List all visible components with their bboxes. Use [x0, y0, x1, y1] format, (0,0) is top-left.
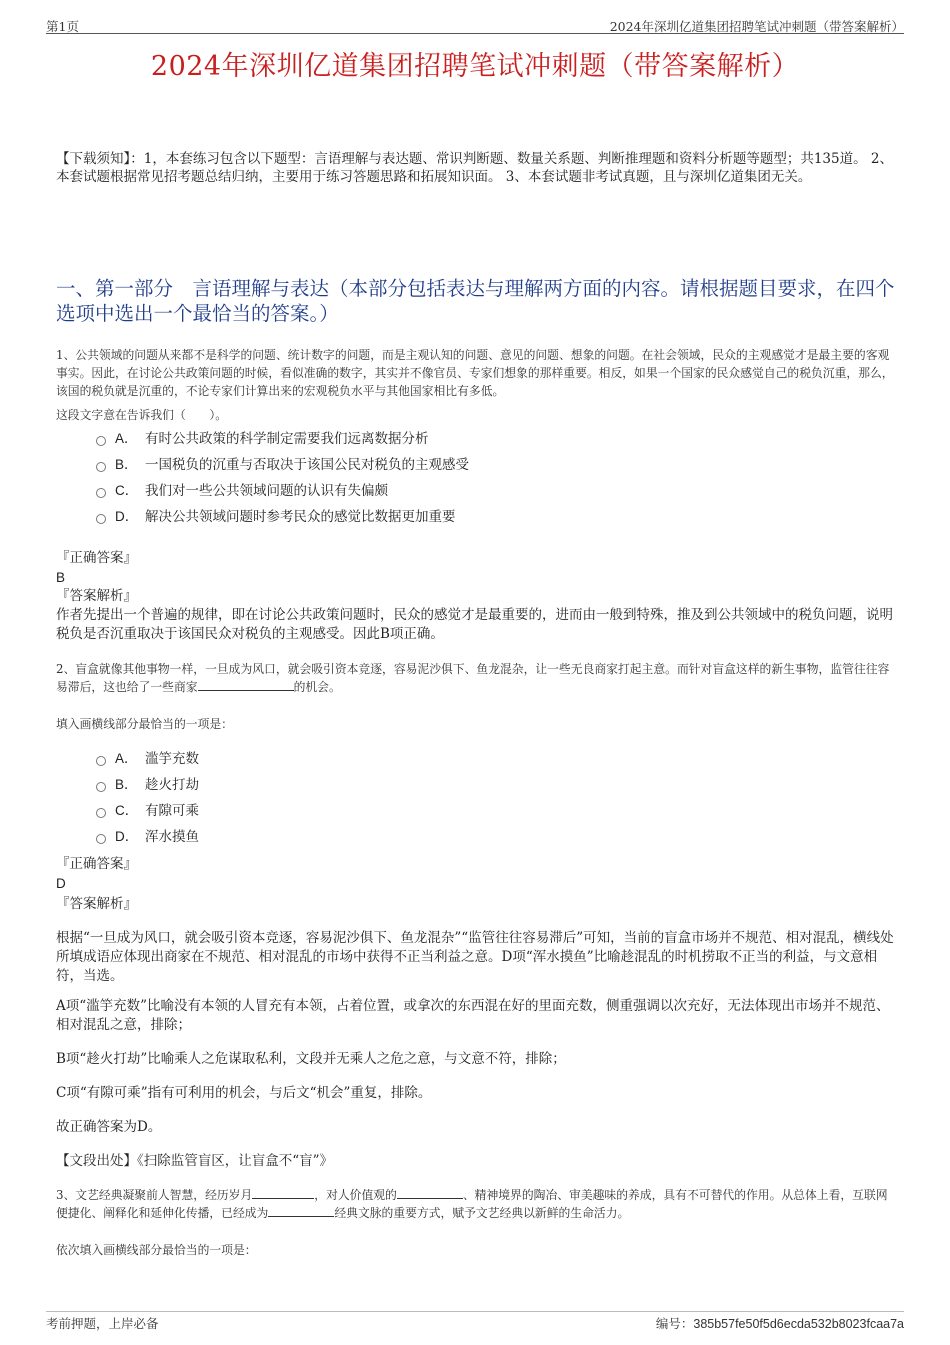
fill-blank: [397, 1186, 463, 1199]
q2-source: 【文段出处】《扫除监管盲区，让盲盒不“盲”》: [56, 1153, 334, 1169]
footer-doc-code: 编号：385b57fe50f5d6ecda532b8023fcaa7a: [655, 1316, 904, 1331]
q1-answer-label: 『正确答案』: [56, 550, 137, 566]
q2-analysis-p3: B项“趁火打劫”比喻乘人之危谋取私利，文段并无乘人之危之意，与文意不符，排除；: [56, 1051, 566, 1067]
question-3-stem: 3、文艺经典凝聚前人智慧，经历岁月 ，对人价值观的 、精神境界的陶冶、审美趣味的养成，具有不可替代的作用。从总体上看，互联网便捷化、阐释化和延伸化传播，已经成为 经典文脉的重要方式，赋予文艺经典以新鲜的生命活力。: [56, 1188, 888, 1220]
radio-button[interactable]: [96, 436, 106, 446]
q2-analysis-p1: 根据“一旦成为风口，就会吸引资本竞逐，容易泥沙俱下、鱼龙混杂”“监管往往容易滞后”可知，当前的盲盒市场并不规范、相对混乱，横线处所填成语应体现出商家在不规范、相对混乱的市场中获得不正当利益之意。D项“浑水摸鱼”比喻趁混乱的时机捞取不正当的利益，与文意相符，当选。: [56, 930, 894, 984]
download-notice: 【下载须知】：1，本套练习包含以下题型：言语理解与表达题、常识判断题、数量关系题、判断推理题和资料分析题等题型；共135道。 2、本套试题根据常见招考题总结归纳，主要用于练习答题思路和拓展知识面。 3、本套试题非考试真题，且与深圳亿道集团无关。: [56, 151, 893, 185]
q2-analysis-p5: 故正确答案为D。: [56, 1119, 162, 1135]
radio-button[interactable]: [96, 514, 106, 524]
q1-option-a[interactable]: A． 有时公共政策的科学制定需要我们远离数据分析: [96, 430, 429, 448]
radio-button[interactable]: [96, 488, 106, 498]
page-number: 第1页: [46, 19, 79, 34]
question-3-prompt: 依次填入画横线部分最恰当的一项是：: [56, 1243, 257, 1257]
q2-analysis-p2: A项“滥竽充数”比喻没有本领的人冒充有本领，占着位置，或拿次的东西混在好的里面充数，侧重强调以次充好，无法体现出市场并不规范、相对混乱之意，排除；: [56, 998, 890, 1033]
q2-option-d[interactable]: D． 浑水摸鱼: [96, 828, 199, 846]
q1-option-d[interactable]: D． 解决公共领域问题时参考民众的感觉比数据更加重要: [96, 508, 456, 526]
q2-answer-label: 『正确答案』: [56, 856, 137, 872]
q1-option-b[interactable]: B． 一国税负的沉重与否取决于该国公民对税负的主观感受: [96, 456, 469, 474]
header-divider: [46, 33, 904, 34]
q2-option-a[interactable]: A． 滥竽充数: [96, 750, 199, 768]
q2-option-c[interactable]: C． 有隙可乘: [96, 802, 199, 820]
page-title: 2024年深圳亿道集团招聘笔试冲刺题（带答案解析）: [150, 51, 800, 82]
radio-button[interactable]: [96, 462, 106, 472]
q2-analysis-p4: C项“有隙可乘”指有可利用的机会，与后文“机会”重复，排除。: [56, 1085, 432, 1101]
question-1-prompt: 这段文字意在告诉我们（ ）。: [56, 408, 228, 422]
radio-button[interactable]: [96, 834, 106, 844]
radio-button[interactable]: [96, 782, 106, 792]
fill-blank: [268, 1204, 334, 1217]
radio-button[interactable]: [96, 756, 106, 766]
q2-analysis-label: 『答案解析』: [56, 896, 137, 912]
footer-slogan: 考前押题，上岸必备: [46, 1316, 159, 1331]
question-1-stem: 1、公共领域的问题从来都不是科学的问题、统计数字的问题，而是主观认知的问题、意见的问题、想象的问题。在社会领域，民众的主观感觉才是最主要的客观事实。因此，在讨论公共政策问题的时候，看似准确的数字，其实并不像官员、专家们想象的那样重要。相反，如果一个国家的民众感觉自己的税负沉重，那么，该国的税负就是沉重的，不论专家们计算出来的宏观税负水平与其他国家相比有多低。: [56, 348, 894, 398]
q1-answer: B: [56, 570, 66, 585]
question-2-stem: 2、盲盒就像其他事物一样，一旦成为风口，就会吸引资本竞逐，容易泥沙俱下、鱼龙混杂，让一些无良商家打起主意。而针对盲盒这样的新生事物，监管往往容易滞后，这也给了一些商家 的机会。: [56, 662, 890, 694]
fill-blank: [252, 1186, 314, 1199]
section-heading: 一、第一部分 言语理解与表达（本部分包括表达与理解两方面的内容。请根据题目要求，在四个选项中选出一个最恰当的答案。）: [56, 277, 895, 325]
question-2-prompt: 填入画横线部分最恰当的一项是：: [56, 717, 233, 731]
q1-option-c[interactable]: C． 我们对一些公共领域问题的认识有失偏颇: [96, 482, 388, 500]
q1-analysis: 作者先提出一个普遍的规律，即在讨论公共政策问题时，民众的感觉才是最重要的，进而由一般到特殊，推及到公共领域中的税负问题，说明税负是否沉重取决于该国民众对税负的主观感受。因此B项正确。: [56, 607, 893, 642]
q2-answer: D: [56, 876, 66, 891]
q2-option-b[interactable]: B． 趁火打劫: [96, 776, 199, 794]
footer-divider: [46, 1311, 904, 1312]
radio-button[interactable]: [96, 808, 106, 818]
header-doc-title: 2024年深圳亿道集团招聘笔试冲刺题（带答案解析）: [609, 19, 904, 34]
fill-blank: [198, 678, 294, 691]
q1-analysis-label: 『答案解析』: [56, 588, 137, 604]
